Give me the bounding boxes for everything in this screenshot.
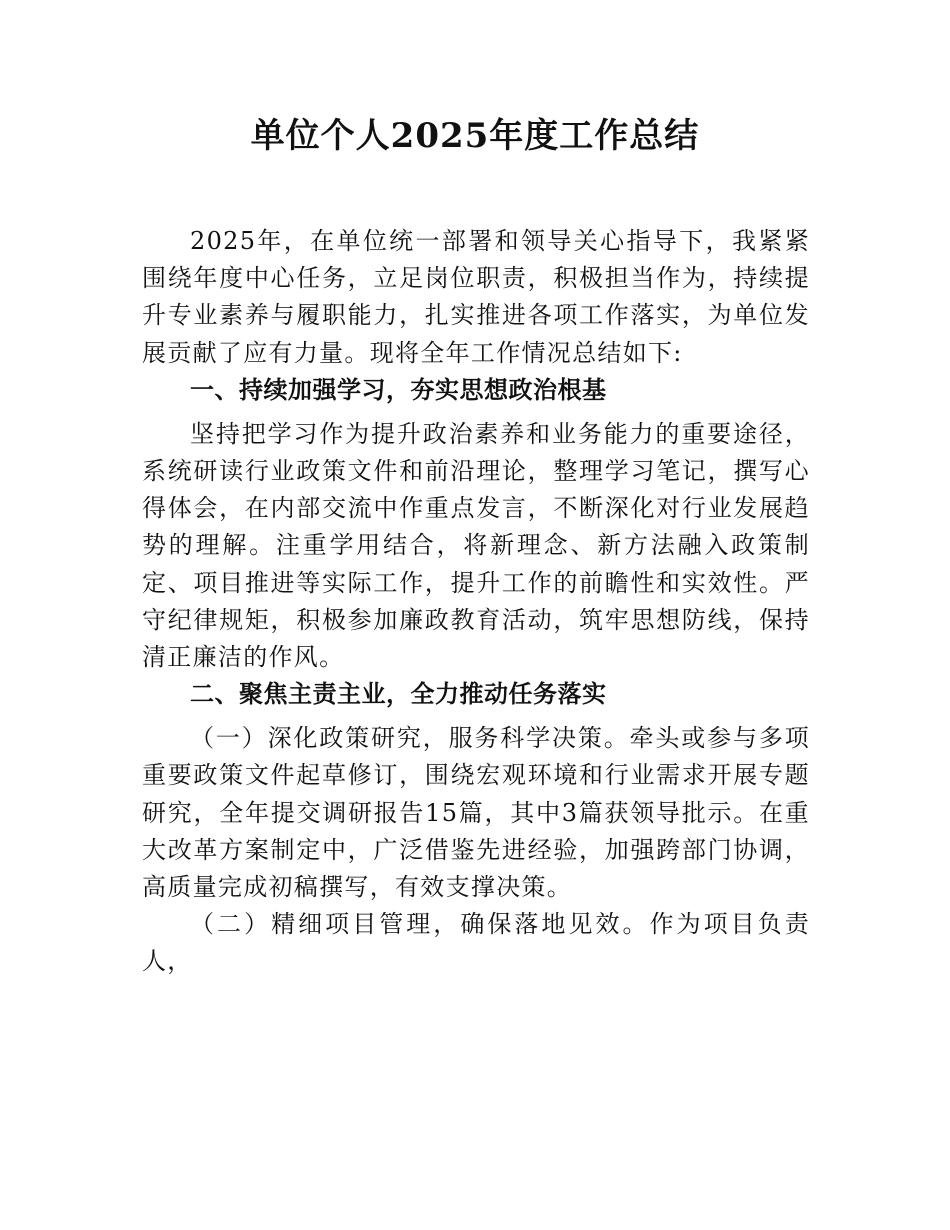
document-title: 单位个人2025年度工作总结 — [250, 116, 700, 156]
intro-paragraph: 2025年，在单位统一部署和领导关心指导下，我紧紧围绕年度中心任务，立足岗位职责，积极担当作为，持续提升专业素养与履职能力，扎实推进各项工作落实，为单位发展贡献了应有力量。现将全年工作情况总结如下: — [142, 227, 810, 367]
document-body — [142, 223, 810, 981]
section-1-heading: 一、持续加强学习，夯实思想政治根基 — [190, 375, 607, 404]
section-2-heading: 二、聚焦主责主业，全力推动任务落实 — [190, 680, 607, 709]
section-2-item-1: （一）深化政策研究，服务科学决策。牵头或参与多项重要政策文件起草修订，围绕宏观环境和行业需求开展专题研究，全年提交调研报告15篇，其中3篇获领导批示。在重大改革方案制定中，广泛借鉴先进经验，加强跨部门协调，高质量完成初稿撰写，有效支撑决策。 — [142, 724, 810, 902]
section-2-item-2: （二）精细项目管理，确保落地见效。作为项目负责人， — [142, 910, 810, 976]
section-1-paragraph: 坚持把学习作为提升政治素养和业务能力的重要途径，系统研读行业政策文件和前沿理论，整理学习笔记，撰写心得体会，在内部交流中作重点发言，不断深化对行业发展趋势的理解。注重学用结合，将新理念、新方法融入政策制定、项目推进等实际工作，提升工作的前瞻性和实效性。严守纪律规矩，积极参加廉政教育活动，筑牢思想防线，保持清正廉洁的作风。 — [142, 419, 810, 672]
